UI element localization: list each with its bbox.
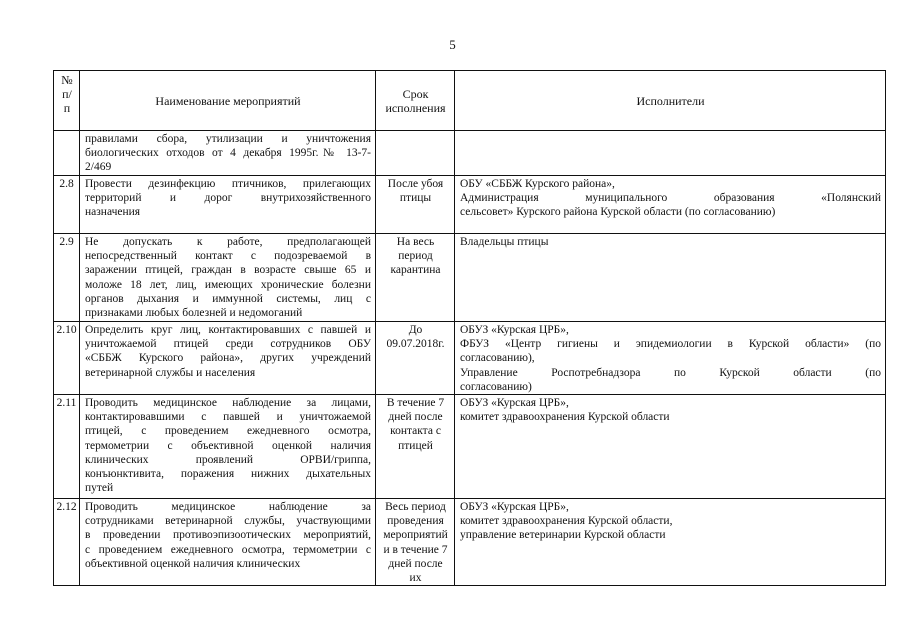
row-term: На весь период карантина — [376, 234, 455, 322]
executor-line: сельсовет» Курского района Курской области (по согласованию) — [460, 206, 776, 219]
measure-line: биологических отходов от 4 декабря 1995г.№ 13-7- — [85, 147, 371, 160]
measure-line: моложе 18 лет, лиц, имеющих хронические болезни — [85, 278, 371, 291]
row-measure — [80, 499, 376, 586]
measures-table — [53, 70, 886, 586]
measure-line: Провести дезинфекцию птичников, прилегающих — [85, 178, 371, 190]
row-executors — [455, 499, 886, 586]
executor-line: ОБУ «СББЖ Курского района», — [460, 178, 615, 190]
executor-line: управление ветеринарии Курской области — [460, 529, 666, 542]
measure-line: Проводить медицинское наблюдение за лицами, — [85, 397, 371, 410]
executor-line: ОБУЗ «Курская ЦРБ», — [460, 501, 569, 514]
measure-line: термометрии с объективной оценкой наличия — [85, 439, 371, 452]
executor-line: ОБУЗ «Курская ЦРБ», — [460, 324, 569, 336]
measure-line: признаками любых болезней и недомоганий — [85, 307, 303, 320]
measure-line: непосредственный контакт с подозреваемой в — [85, 250, 371, 263]
measure-line: уничтожаемой птицей среди сотрудников ОБУ — [85, 338, 371, 351]
row-measure — [80, 234, 376, 322]
measure-line: «СББЖ Курского района», других учреждений — [85, 352, 371, 365]
measure-line: органов дыхания и иммунной системы, лиц с — [85, 292, 371, 305]
row-measure — [80, 395, 376, 499]
page-number: 5 — [449, 37, 456, 52]
row-measure — [80, 131, 376, 176]
row-executors — [455, 322, 886, 395]
header-executors: Исполнители — [455, 71, 886, 131]
row-executors — [455, 176, 886, 234]
executor-line: ФБУЗ «Центр гигиены и эпидемиологии в Курской области» (по — [460, 338, 881, 351]
measure-line: птицей, с проведением ежедневного осмотра, — [85, 425, 371, 438]
header-num: № п/п — [54, 71, 80, 131]
executor-line: согласованию), — [460, 352, 535, 365]
row-number: 2.8 — [54, 176, 80, 234]
measure-line: Не допускать к работе, предполагающей — [85, 236, 371, 248]
executor-line: Владельцы птицы — [460, 236, 549, 248]
table-body — [54, 131, 886, 586]
row-number: 2.9 — [54, 234, 80, 322]
row-executors — [455, 234, 886, 322]
table-row — [54, 322, 886, 395]
measure-line: Определить круг лиц, контактировавших с павшей и — [85, 324, 371, 336]
measure-line: территорий и дорог внутрихозяйственного — [85, 192, 371, 205]
measure-line: назначения — [85, 206, 141, 219]
executor-line: согласованию) — [460, 380, 532, 393]
row-term — [376, 131, 455, 176]
row-term: После убоя птицы — [376, 176, 455, 234]
measure-line: Проводить медицинское наблюдение за — [85, 501, 371, 514]
table-header-row — [54, 71, 886, 131]
row-term: Весь период проведения мероприятий и в течение 7 дней после их — [376, 499, 455, 586]
row-executors — [455, 395, 886, 499]
row-number: 2.10 — [54, 322, 80, 395]
measure-line: ветеринарной службы и населения — [85, 366, 256, 379]
measure-line: клинических проявлений ОРВИ/гриппа, — [85, 453, 371, 466]
header-term: Срок исполнения — [376, 71, 455, 131]
table-row — [54, 395, 886, 499]
measure-line: контактировавшими с павшей и уничтожаемой — [85, 411, 371, 424]
measure-line: путей — [85, 482, 114, 495]
executor-line: ОБУЗ «Курская ЦРБ», — [460, 397, 569, 410]
executor-line: комитет здравоохранения Курской области — [460, 411, 670, 424]
row-number — [54, 131, 80, 176]
measure-line: конъюнктивита, поражения нижних дыхательных — [85, 468, 371, 481]
header-name: Наименование мероприятий — [80, 71, 376, 131]
measure-line: объективной оценкой наличия клинических — [85, 557, 301, 570]
measure-line: сотрудниками ветеринарной службы, участвующими — [85, 515, 371, 528]
measure-line: в проведении противоэпизоотических мероприятий, — [85, 529, 371, 542]
row-term: До 09.07.2018г. — [376, 322, 455, 395]
measure-line: заражении птицей, граждан в возрасте свыше 65 и — [85, 264, 371, 277]
table-row — [54, 234, 886, 322]
measure-line: правилами сбора, утилизации и уничтожения — [85, 133, 371, 145]
row-measure — [80, 322, 376, 395]
row-number: 2.11 — [54, 395, 80, 499]
measure-line: 2/469 — [85, 161, 112, 174]
row-executors — [455, 131, 886, 176]
table-row — [54, 499, 886, 586]
table-row — [54, 131, 886, 176]
row-term: В течение 7 дней после контакта с птицей — [376, 395, 455, 499]
row-number: 2.12 — [54, 499, 80, 586]
executor-line: комитет здравоохранения Курской области, — [460, 515, 673, 528]
table-row — [54, 176, 886, 234]
executor-line: Управление Роспотребнадзора по Курской области (по — [460, 366, 881, 379]
row-measure — [80, 176, 376, 234]
measure-line: с проведением ежедневного осмотра, термометрии с — [85, 543, 371, 556]
executor-line: Администрация муниципального образования «Полянский — [460, 192, 881, 205]
